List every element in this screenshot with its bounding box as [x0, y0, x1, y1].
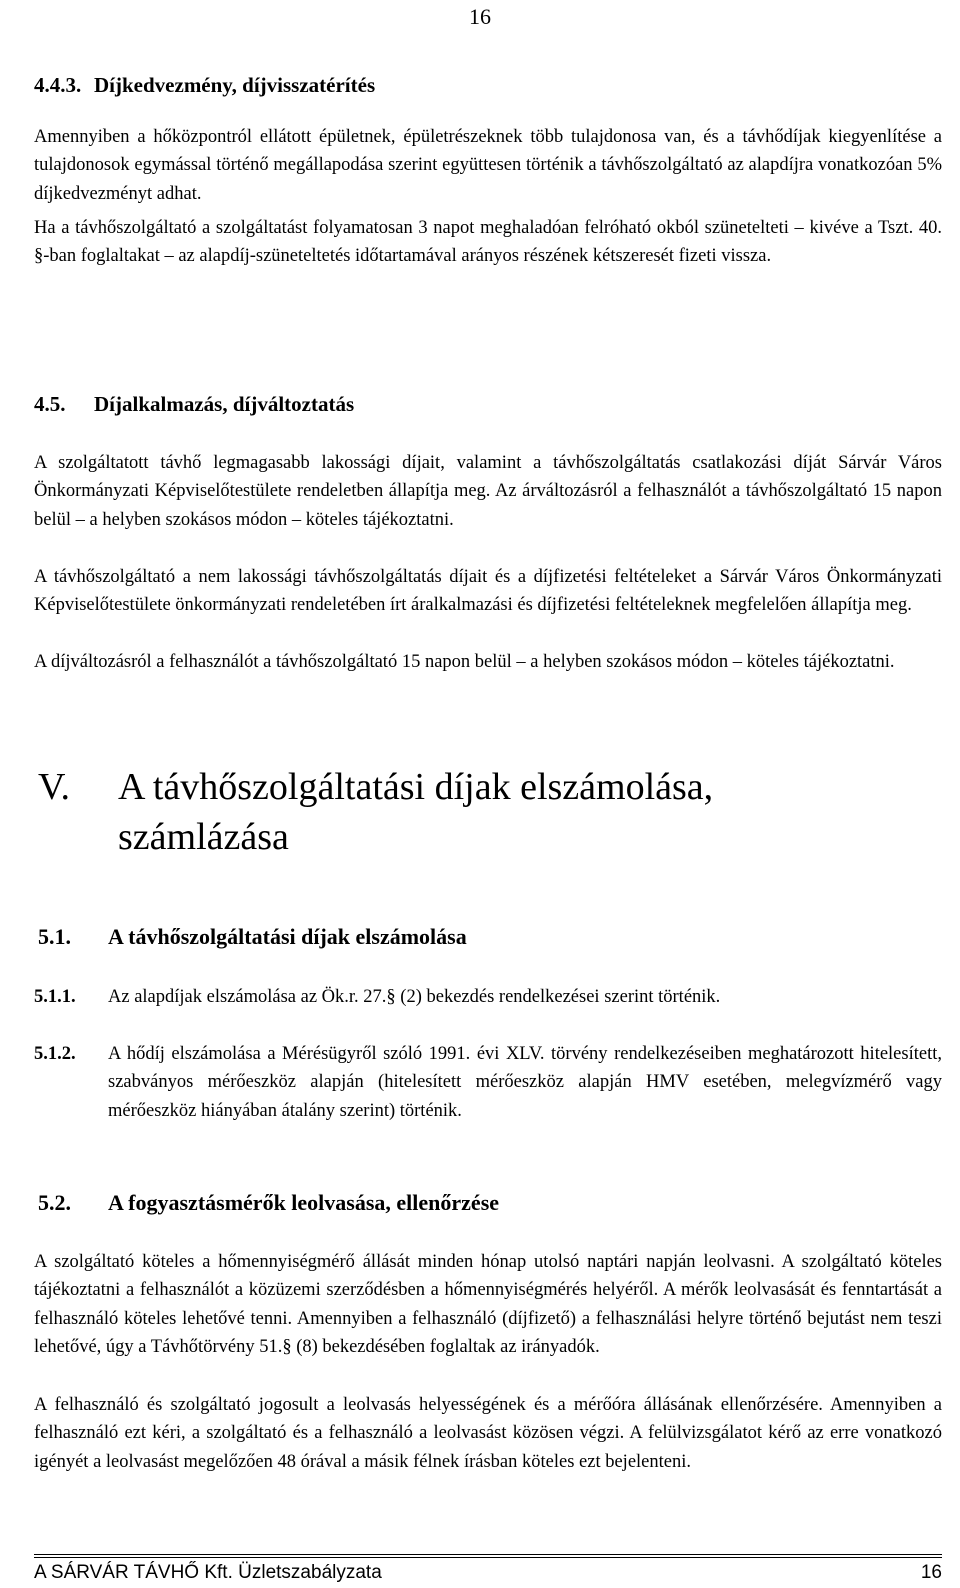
- section-number: 4.5.: [34, 392, 66, 416]
- section-title: Díjkedvezmény, díjvisszatérítés: [94, 73, 376, 97]
- paragraph: A szolgáltató köteles a hőmennyiségmérő állását minden hónap utolsó naptári napján leolvasni. A szolgáltató köteles tájékoztatni a felhasználót a közüzemi szerződésben a hőmennyiségmérés helyéről. A mérők leolvasását és fenntartását a felhasználó köteles lehetővé tenni. Amennyiben a felhasználó (díjfizető) a felhasználási helyre történő bejutást nem teszi lehetővé, úgy a Távhőtörvény 51.§ (8) bekezdésében foglaltak az irányadók.: [34, 1252, 942, 1358]
- section-number: 5.1.: [38, 924, 71, 949]
- subsection-text: Az alapdíjak elszámolása az Ök.r. 27.§ (2) bekezdés rendelkezései szerint történik.: [108, 987, 721, 1007]
- subsection-text: A hődíj elszámolása a Mérésügyről szóló 1991. évi XLV. törvény rendelkezéseiben meghatározott hitelesített, szabványos mérőeszköz alapján (hitelesített mérőeszköz alapján HMV esetében, melegvízmérő vagy mérőeszköz hiányában átalány szerint) történik.: [108, 1044, 942, 1121]
- subsection-5-1-2: [34, 1040, 942, 1125]
- footer-title: A SÁRVÁR TÁVHŐ Kft. Üzletszabályzata: [34, 1562, 382, 1583]
- subsection-number: 5.1.1.: [34, 987, 76, 1007]
- paragraph: A díjváltozásról a felhasználót a távhőszolgáltató 15 napon belül – a helyben szokásos módon – köteles tájékoztatni.: [34, 652, 895, 672]
- paragraph: A szolgáltatott távhő legmagasabb lakossági díjait, valamint a távhőszolgáltatás csatlakozási díját Sárvár Város Önkormányzati Képviselőtestülete rendeletben állapítja meg. Az árváltozásról a felhasználót a távhőszolgáltató 15 napon belül – a helyben szokásos módon – köteles tájékoztatni.: [34, 453, 942, 530]
- section-title: A távhőszolgáltatási díjak elszámolása: [108, 924, 467, 949]
- section-number: 5.2.: [38, 1190, 71, 1215]
- paragraph: A felhasználó és szolgáltató jogosult a leolvasás helyességének és a mérőóra állásának ellenőrzésére. Amennyiben a felhasználó ezt kéri, a szolgáltató és a felhasználó a leolvasást közösen végzi. A felülvizsgálatot kérő az erre vonatkozó igényét a leolvasást megelőzően 48 órával a másik félnek írásban köteles ezt bejelenteni.: [34, 1395, 942, 1472]
- section-heading-5-1: [38, 924, 467, 950]
- subsection-number: 5.1.2.: [34, 1044, 76, 1064]
- chapter-number: V.: [38, 766, 71, 808]
- page-number: 16: [469, 4, 491, 29]
- paragraph: Ha a távhőszolgáltató a szolgáltatást folyamatosan 3 napot meghaladóan felróható okból szünetelteti – kivéve a Tszt. 40. §-ban foglaltakat – az alapdíj-szüneteltetés időtartamával arányos részének kétszeresét fizeti vissza.: [34, 218, 942, 267]
- section-heading-5-2: [38, 1190, 499, 1216]
- paragraph: Amennyiben a hőközpontról ellátott épületnek, épületrészeknek több tulajdonosa van, és a távhődíjak kiegyenlítése a tulajdonosok egymással történő megállapodása szerint együttesen történik a távhőszolgáltató az alapdíjra vonatkozóan 5% díjkedvezményt adhat.: [34, 127, 942, 204]
- section-title: Díjalkalmazás, díjváltoztatás: [94, 392, 355, 416]
- subsection-5-1-1: [34, 983, 942, 1011]
- footer-divider: [34, 1554, 942, 1558]
- section-title: A fogyasztásmérők leolvasása, ellenőrzése: [108, 1190, 500, 1215]
- section-heading-4-4-3: [34, 73, 375, 98]
- section-number: 4.4.3.: [34, 73, 82, 97]
- footer-page-number: 16: [920, 1562, 942, 1583]
- paragraph: A távhőszolgáltató a nem lakossági távhőszolgáltatás díjait és a díjfizetési feltételeket a Sárvár Város Önkormányzati Képviselőtestülete önkormányzati rendeletében írt áralkalmazási és díjfizetési feltételeknek megfelelően állapítja meg.: [34, 567, 942, 616]
- section-heading-4-5: [34, 392, 354, 417]
- chapter-title: A távhőszolgáltatási díjak elszámolása, számlázása: [118, 766, 714, 858]
